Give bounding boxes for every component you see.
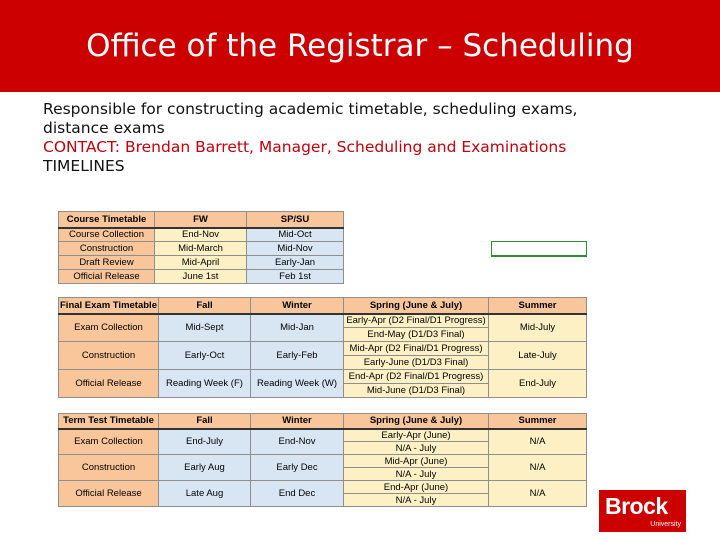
- table-header-cell: SP/SU: [247, 212, 344, 228]
- table-cell: Early-Apr (D2 Final/D1 Progress): [344, 314, 489, 328]
- table-cell: June 1st: [155, 270, 247, 284]
- table-header-cell: Spring (June & July): [344, 414, 489, 429]
- table-cell: Mid-Nov: [247, 242, 344, 256]
- table-cell: Early-Apr (June): [344, 429, 489, 442]
- table-cell: Reading Week (F): [159, 370, 251, 398]
- table-cell: Late-July: [489, 342, 587, 370]
- table-cell: N/A: [489, 429, 587, 455]
- table-row: [59, 342, 587, 356]
- logo-subtext: University: [650, 521, 681, 528]
- row-label: Construction: [59, 242, 155, 256]
- table-header-row: [59, 298, 587, 314]
- table-header-cell: Term Test Timetable: [59, 414, 159, 429]
- table-cell: Late Aug: [159, 481, 251, 507]
- table-cell: End-May (D1/D3 Final): [344, 328, 489, 342]
- table-row: [59, 256, 344, 270]
- row-label: Construction: [59, 342, 159, 370]
- table-cell: End Dec: [251, 481, 344, 507]
- table-header-cell: Summer: [489, 414, 587, 429]
- row-label: Course Collection: [59, 228, 155, 242]
- table-header-cell: Winter: [251, 298, 344, 314]
- table-row: [59, 429, 587, 442]
- timelines-label: TIMELINES: [43, 157, 125, 175]
- table-cell: End-July: [489, 370, 587, 398]
- table-cell: Mid-Apr (D2 Final/D1 Progress): [344, 342, 489, 356]
- row-label: Draft Review: [59, 256, 155, 270]
- table-cell: Mid-April: [155, 256, 247, 270]
- table-header-cell: Summer: [489, 298, 587, 314]
- table-cell: End-July: [159, 429, 251, 455]
- table-header-cell: Winter: [251, 414, 344, 429]
- logo-wordmark: Brock: [605, 493, 668, 519]
- empty-green-box: [491, 241, 587, 257]
- row-label: Construction: [59, 455, 159, 481]
- table-cell: Early Aug: [159, 455, 251, 481]
- table-cell: Early Dec: [251, 455, 344, 481]
- table-cell: Mid-June (D1/D3 Final): [344, 384, 489, 398]
- row-label: Official Release: [59, 270, 155, 284]
- row-label: Exam Collection: [59, 314, 159, 342]
- brock-university-logo: [599, 490, 686, 532]
- description-line-2: distance exams: [43, 119, 165, 137]
- table-cell: Reading Week (W): [251, 370, 344, 398]
- final-exam-timetable: [58, 297, 587, 398]
- row-label: Exam Collection: [59, 429, 159, 455]
- table-row: [59, 242, 344, 256]
- row-label: Official Release: [59, 370, 159, 398]
- table-row: [59, 455, 587, 468]
- table-cell: Mid-Jan: [251, 314, 344, 342]
- table-header-cell: FW: [155, 212, 247, 228]
- table-row: [59, 481, 587, 494]
- description-line-1: Responsible for constructing academic timetable, scheduling exams,: [43, 100, 578, 118]
- contact-line: CONTACT: Brendan Barrett, Manager, Scheduling and Examinations: [43, 138, 567, 156]
- table-cell: Mid-Sept: [159, 314, 251, 342]
- course-timetable: [58, 211, 344, 284]
- table-header-cell: Fall: [159, 298, 251, 314]
- table-cell: Mid-July: [489, 314, 587, 342]
- table-row: [59, 228, 344, 242]
- table-cell: Early-June (D1/D3 Final): [344, 356, 489, 370]
- table-cell: Mid-Oct: [247, 228, 344, 242]
- table-cell: N/A - July: [344, 468, 489, 481]
- table-cell: End-Nov: [155, 228, 247, 242]
- table-cell: Mid-March: [155, 242, 247, 256]
- table-cell: Mid-Apr (June): [344, 455, 489, 468]
- table-cell: Early-Oct: [159, 342, 251, 370]
- table-cell: End-Nov: [251, 429, 344, 455]
- table-cell: Feb 1st: [247, 270, 344, 284]
- table-cell: N/A: [489, 481, 587, 507]
- row-label: Official Release: [59, 481, 159, 507]
- table-cell: Early-Feb: [251, 342, 344, 370]
- table-row: [59, 370, 587, 384]
- table-cell: End-Apr (June): [344, 481, 489, 494]
- table-cell: N/A - July: [344, 494, 489, 507]
- table-header-cell: Spring (June & July): [344, 298, 489, 314]
- table-header-cell: Fall: [159, 414, 251, 429]
- title-banner: [0, 0, 720, 92]
- table-row: [59, 270, 344, 284]
- table-cell: N/A - July: [344, 442, 489, 455]
- table-cell: Early-Jan: [247, 256, 344, 270]
- table-cell: End-Apr (D2 Final/D1 Progress): [344, 370, 489, 384]
- description-block: [43, 100, 703, 176]
- table-cell: N/A: [489, 455, 587, 481]
- term-test-timetable: [58, 413, 587, 507]
- table-header-cell: Final Exam Timetable: [59, 298, 159, 314]
- table-header-cell: Course Timetable: [59, 212, 155, 228]
- table-header-row: [59, 212, 344, 228]
- table-row: [59, 314, 587, 328]
- table-header-row: [59, 414, 587, 429]
- page-title: Office of the Registrar – Scheduling: [86, 28, 634, 64]
